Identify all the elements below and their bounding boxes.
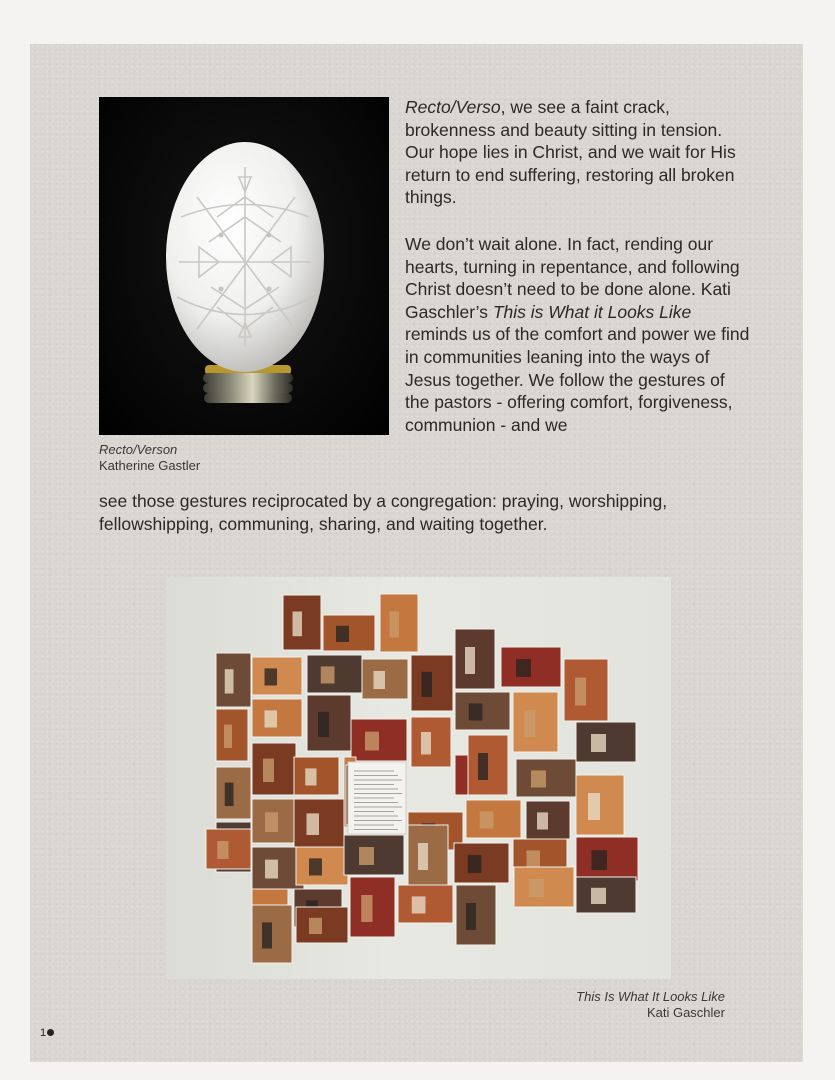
collage-photo-figure [588, 793, 600, 820]
caption-artist: Kati Gaschler [646, 1005, 725, 1020]
collage-photo-figure [265, 812, 278, 832]
paragraph-text: reminds us of the comfort and power we find in communities leaning into the ways of Jesus together. We follow the gestures of the pastors - offering comfort, forgiveness, communion - and we [405, 324, 750, 435]
collage-photo-figure [469, 703, 483, 720]
caption-title: Recto/Verson [99, 442, 178, 457]
collage-photo-figure [217, 841, 228, 859]
collage-photo-figure [529, 879, 544, 897]
collage-photo-figure [361, 895, 372, 922]
paragraph-text: We don’t wait alone. In fact, rending our hearts, turning in repentance, and following Christ doesn’t need to be done alone. Kati Gaschler’s [405, 234, 740, 322]
collage-photo-figure [478, 753, 488, 780]
collage-photo-figure [318, 712, 329, 737]
collage-photo-figure [422, 672, 433, 697]
page-number-text: 1 [40, 1027, 47, 1039]
collage-photo-figure [527, 850, 541, 867]
collage-photo-figure [524, 710, 535, 737]
collage-photo-figure [265, 710, 278, 727]
collage-photo-figure [374, 671, 386, 689]
photo-wall-caption [576, 989, 725, 1021]
collage-photo-figure [468, 855, 482, 873]
collage-photo-figure [592, 850, 608, 870]
collage-photo-figure [412, 896, 426, 913]
collage-photo-figure [359, 847, 374, 865]
collage-photo-figure [309, 858, 322, 875]
paragraph-dont-wait-alone [405, 233, 750, 436]
photo-wall-artwork [166, 577, 671, 979]
collage-photo-figure [263, 759, 274, 782]
collage-photo-figure [225, 669, 234, 693]
page-number [40, 1027, 54, 1039]
collage-photo-figure [421, 732, 431, 755]
collage-photo-figure [591, 888, 606, 904]
page-number-dot [47, 1029, 54, 1036]
collage-photo-figure [537, 812, 548, 829]
egg-artwork-caption [99, 442, 200, 474]
collage-photo-figure [305, 768, 316, 785]
collage-photo-figure [293, 612, 303, 637]
collage-photo-figure [591, 734, 606, 752]
collage-photo-figure [225, 783, 234, 806]
collage-photo-figure [516, 659, 531, 677]
paragraph-recto-verso [405, 96, 745, 209]
collage-photo-figure [262, 922, 272, 948]
collage-photo-figure [321, 666, 335, 683]
collage-photo-figure [265, 860, 278, 879]
collage-photo-figure [575, 678, 586, 706]
artwork-title-inline: This is What it Looks Like [492, 301, 692, 322]
collage-photo-figure [466, 903, 476, 930]
collage-photo-figure [309, 918, 322, 934]
collage-photo-figure [531, 770, 546, 787]
paragraph-text: , we see a faint crack, brokenness and beauty sitting in tension. Our hope lies in Christ, and we wait for His return to end suffering, restoring all broken things. [405, 97, 736, 208]
caption-title: This Is What It Looks Like [576, 989, 725, 1004]
collage-photo-figure [365, 732, 379, 751]
collage-photo-figure [224, 725, 232, 748]
collage-photo-figure [418, 843, 428, 870]
collage-photo-figure [336, 626, 349, 642]
collage-photo-figure [480, 811, 494, 828]
artwork-title-inline: Recto/Verso [405, 97, 501, 117]
collage-photo-figure [265, 668, 278, 685]
egg-artwork-photo [99, 97, 389, 435]
collage-photo-figure [307, 813, 320, 835]
collage-photo-figure [465, 647, 475, 674]
caption-artist: Katherine Gastler [99, 458, 201, 473]
paragraph-continuation: see those gestures reciprocated by a congregation: praying, worshipping, fellowshipping, communing, sharing, and waiting together. [99, 491, 668, 534]
collage-photo-figure [390, 611, 400, 637]
